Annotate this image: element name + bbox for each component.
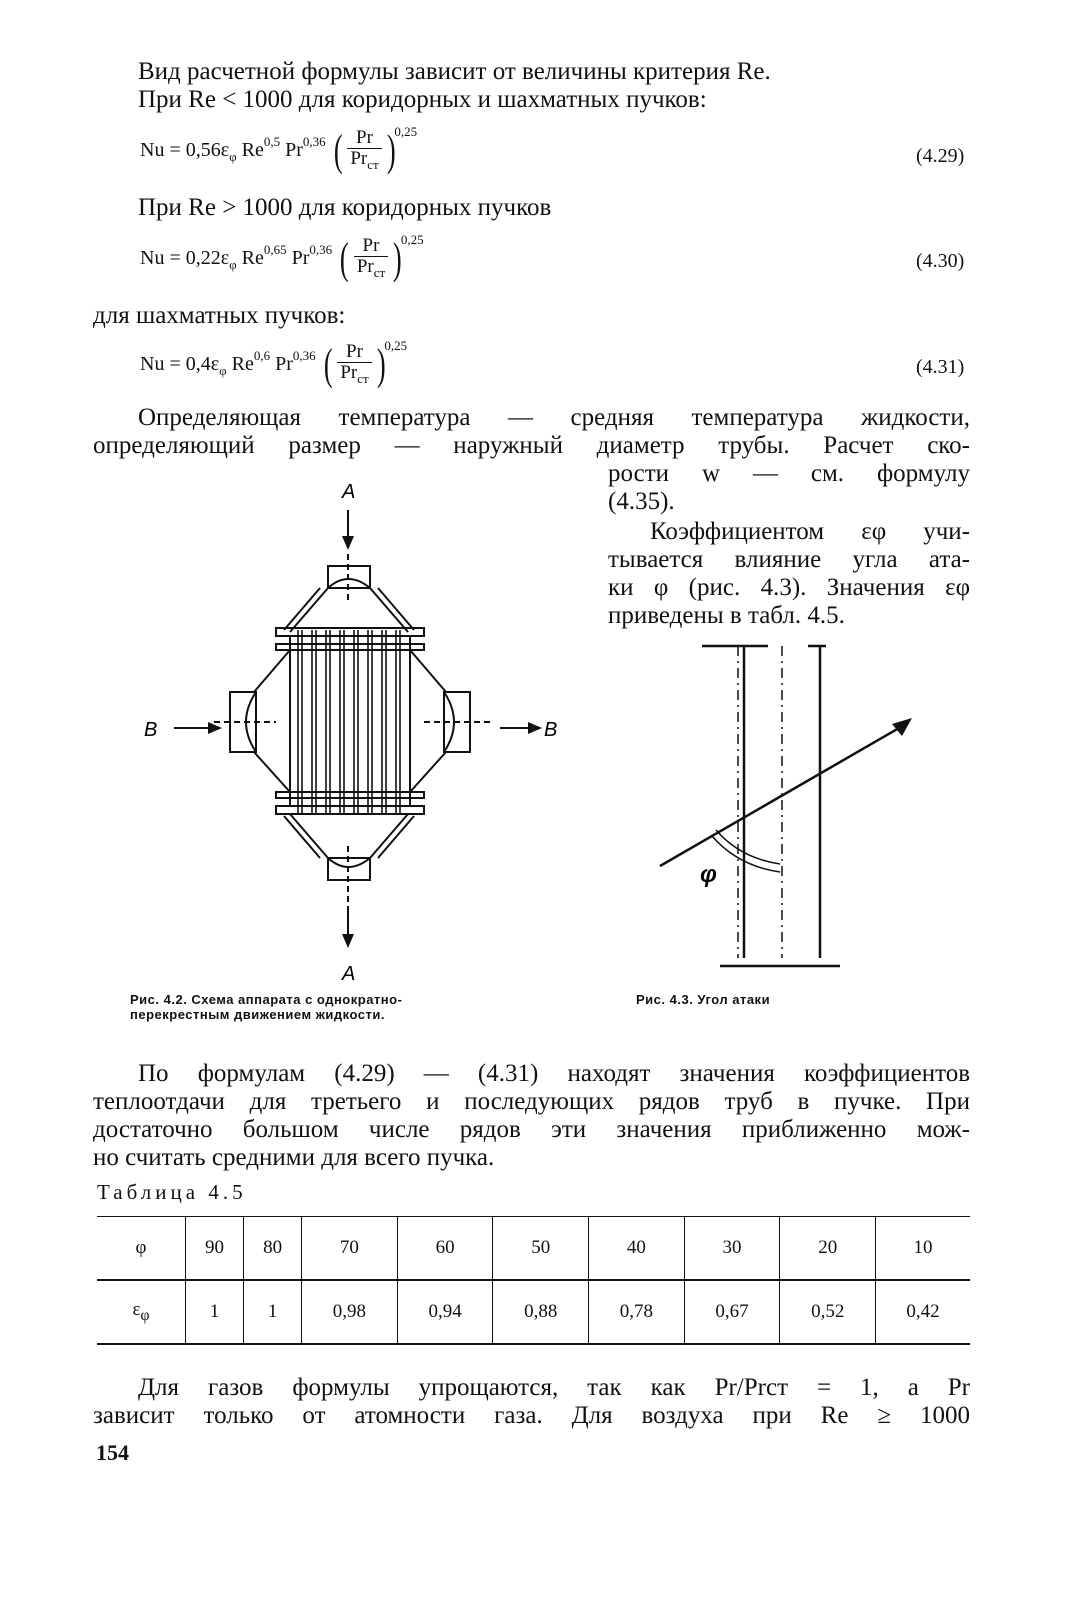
- formula-pr: Pr: [285, 139, 303, 161]
- after-line-3: достаточно большом числе рядов эти значения приближенно мож-: [93, 1116, 970, 1143]
- equation-number-4-29: (4.29): [916, 145, 965, 167]
- caption-line-2: перекрестным движением жидкости.: [130, 1007, 385, 1022]
- text-staggered: для шахматных пучков:: [93, 302, 346, 329]
- equation-number-4-31: (4.31): [916, 356, 965, 378]
- table-cell: 50: [493, 1217, 589, 1281]
- label-b-left: В: [144, 719, 158, 741]
- formula-re: Re: [241, 139, 264, 161]
- intro-line-2: При Re < 1000 для коридорных и шахматных пучков:: [138, 86, 707, 113]
- coef-line-4: приведены в табл. 4.5.: [608, 602, 845, 629]
- label-a-top: А: [342, 481, 356, 503]
- flow-direction-arrow: [660, 724, 906, 866]
- label-a-bottom: А: [342, 963, 356, 985]
- table-cell: 0,67: [684, 1280, 780, 1344]
- page-number: 154: [96, 1440, 129, 1465]
- after-line-4: но считать средними для всего пучка.: [93, 1144, 495, 1171]
- formula-lhs: Nu = 0,56ε: [140, 139, 230, 161]
- figure-4-2-caption: [130, 992, 402, 1022]
- equation-number-4-30: (4.30): [916, 250, 965, 272]
- figure-4-3-caption: Рис. 4.3. Угол атаки: [636, 992, 771, 1007]
- text-re-over: При Re > 1000 для коридорных пучков: [138, 194, 552, 221]
- table-cell: 0,42: [876, 1280, 970, 1344]
- label-phi: φ: [700, 861, 717, 888]
- table-header-phi: φ: [97, 1217, 186, 1281]
- intro-text: [138, 58, 970, 114]
- formula-fraction: $\frac{Pr}{Pr_{ст}}$: [347, 128, 381, 175]
- table-cell: 0,98: [302, 1280, 398, 1344]
- coef-line-2: тывается влияние угла ата-: [608, 546, 970, 573]
- table-cell: 80: [244, 1217, 302, 1281]
- defining-line-1: Определяющая температура — средняя температура жидкости,: [138, 404, 970, 431]
- defining-line-2: определяющий размер — наружный диаметр трубы. Расчет ско-: [93, 432, 970, 459]
- table-cell: 0,88: [493, 1280, 589, 1344]
- left-nozzle: [230, 692, 256, 752]
- intro-line-1: Вид расчетной формулы зависит от величины критерия Re.: [138, 58, 771, 85]
- table-header-epsilon: $\varepsilon_\varphi$: [97, 1280, 186, 1344]
- after-line-1: По формулам (4.29) — (4.31) находят значения коэффициентов: [138, 1060, 970, 1087]
- table-cell: 20: [780, 1217, 876, 1281]
- table-cell: 90: [186, 1217, 244, 1281]
- label-b-right: В: [544, 719, 558, 741]
- caption-line-1: Рис. 4.2. Схема аппарата с однократно-: [130, 992, 403, 1007]
- formula-4-30: $Nu = 0,22\varepsilon_\varphi$ Re$^{0,65}$ Pr$^{0,36}$ ( $\frac{Pr}{Pr_{ст}}$ )$^{0,25}$: [140, 232, 424, 284]
- figure-4-2-heat-exchanger: [130, 470, 570, 990]
- table-cell: 0,78: [589, 1280, 685, 1344]
- figure-4-3-attack-angle: [640, 640, 940, 980]
- defining-line-4: (4.35).: [608, 488, 675, 515]
- table-cell: 1: [186, 1280, 244, 1344]
- after-line-2: теплоотдачи для третьего и последующих рядов труб в пучке. При: [93, 1088, 970, 1115]
- table-cell: 0,52: [780, 1280, 876, 1344]
- table-row: [97, 1217, 970, 1281]
- table-title: Таблица 4.5: [97, 1180, 247, 1204]
- formula-exponent: 0,25: [394, 124, 418, 139]
- formula-re-exp: 0,5: [263, 134, 281, 150]
- formula-4-31: $Nu = 0,4\varepsilon_\varphi$ Re$^{0,6}$ Pr$^{0,36}$ ( $\frac{Pr}{Pr_{ст}}$ )$^{0,25}$: [140, 338, 408, 390]
- table-row: [97, 1280, 970, 1344]
- formula-pr-exp: 0,36: [302, 134, 326, 150]
- table-cell: 1: [244, 1280, 302, 1344]
- table-cell: 30: [684, 1217, 780, 1281]
- coef-line-3: ки φ (рис. 4.3). Значения εφ: [608, 574, 970, 601]
- coef-line-1: Коэффициентом εφ учи-: [650, 518, 970, 545]
- formula-4-29: $Nu = 0,56\varepsilon_\varphi$ Re$^{0,5}$ Pr$^{0,36}$ ( $\frac{Pr}{Pr_{ст}}$ )$^{0,25}$: [140, 124, 418, 176]
- formula-sub: φ: [229, 149, 237, 164]
- table-cell: 0,94: [397, 1280, 493, 1344]
- table-4-5: [97, 1216, 970, 1345]
- table-cell: 40: [589, 1217, 685, 1281]
- table-cell: 10: [876, 1217, 970, 1281]
- defining-line-3: рости w — см. формулу: [608, 460, 970, 487]
- tube-bundle-body: [290, 636, 410, 806]
- gases-line-1: Для газов формулы упрощаются, так как Pr/Prст = 1, а Pr: [138, 1374, 970, 1401]
- table-cell: 70: [302, 1217, 398, 1281]
- table-cell: 60: [397, 1217, 493, 1281]
- gases-line-2: зависит только от атомности газа. Для воздуха при Re ≥ 1000: [93, 1402, 970, 1429]
